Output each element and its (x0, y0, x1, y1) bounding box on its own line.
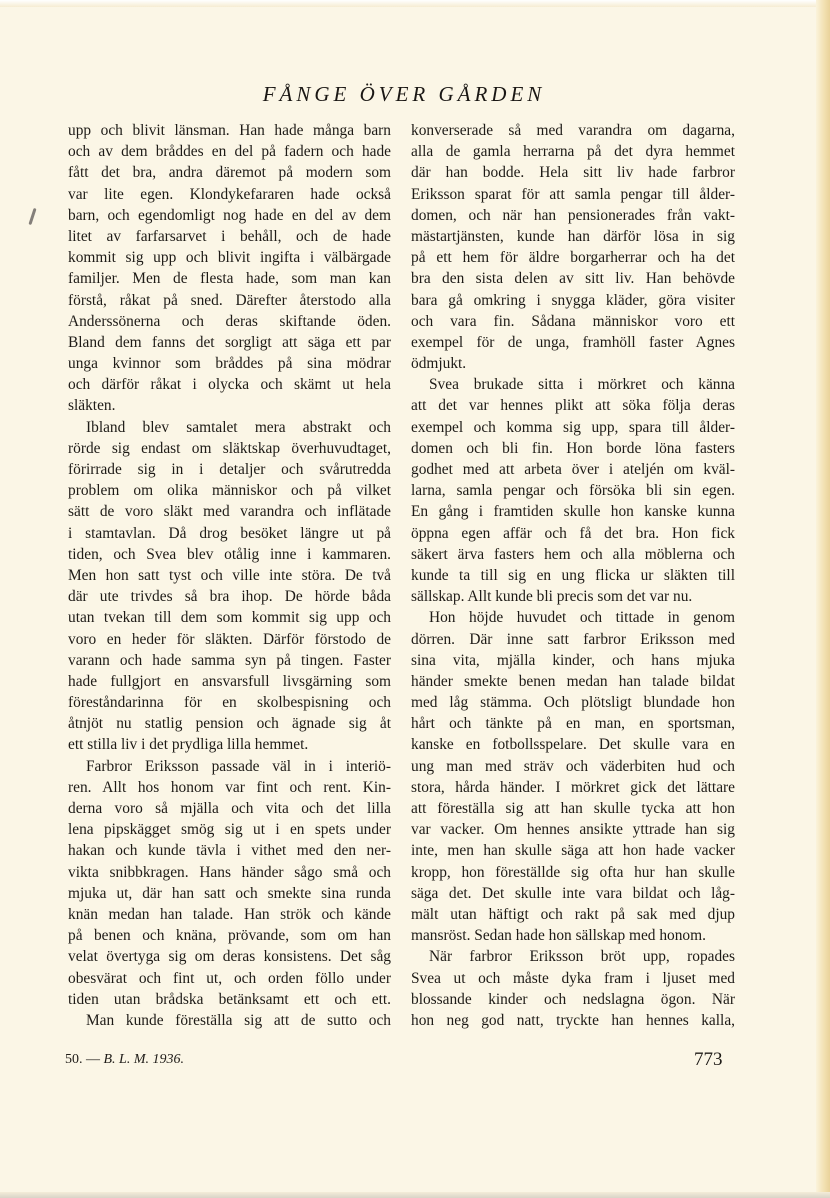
text-line: och av dem bråddes en del på fadern och hade (68, 143, 391, 161)
text-line: ödmjukt. (411, 355, 467, 373)
text-line: kropp, hon föreställde sig ofta hur han skulle (411, 863, 735, 881)
text-line: ren. Allt hos honom var fint och rent. Kin- (68, 778, 391, 796)
text-line: lena pipskägget smög sig ut i en spets under (68, 821, 391, 839)
text-line: att föreställa sig att han skulle tycka att hon (411, 800, 735, 817)
text-line: exempel för de unga, framhöll faster Agnes (411, 333, 735, 351)
text-line: kanske en fotbollsspelare. Det skulle vara en (411, 736, 735, 754)
signature-number: 50. (65, 1052, 83, 1067)
text-line: Ibland blev samtalet mera abstrakt och (86, 418, 391, 436)
text-line: barn, och egendomligt nog hade en del av dem (68, 206, 391, 224)
text-line: En gång i framtiden skulle hon kanske kunna (411, 503, 735, 521)
text-line: händer smekte benen medan han talade bildat (411, 672, 735, 690)
text-line: sätt de voro släkt med varandra och inflätade (68, 503, 391, 521)
text-line: Farbror Eriksson passade väl in i interiö- (86, 757, 391, 775)
text-line: varann och hade samma syn på tingen. Faster (68, 651, 391, 669)
text-line: kommit sig upp och blivit ingifta i välbärgade (68, 249, 391, 267)
text-line: När farbror Eriksson bröt upp, ropades (429, 948, 735, 966)
text-line: där ute trivdes så bra ihop. De hörde båda (68, 588, 391, 606)
text-line: rörde sig endast om släktskap överhuvudtaget, (68, 439, 391, 457)
journal-signature: B. L. M. 1936. (103, 1052, 184, 1067)
text-line: hade fullgjort en ansvarsfull livsgärning som (68, 672, 391, 690)
text-line: föreståndarinna för en skolbespisning och (68, 694, 391, 712)
text-line: problem om olika människor och på vilket (68, 482, 391, 500)
text-line: litet av farfarsarvet i behåll, och de hade (68, 227, 391, 245)
text-line: säkert ärva fasters hem och alla möblerna och (411, 545, 735, 563)
text-line: förirrade sig in i detaljer och svårutredda (68, 461, 391, 478)
text-line: alla de gamla herrarna på det dyra hemmet (411, 143, 735, 161)
text-line: Svea ut och måste dyka fram i ljuset med (411, 969, 735, 987)
text-line: att det var hennes plikt att söka följa deras (411, 397, 735, 415)
text-line: på benen och knäna, prövande, som om han (68, 927, 391, 945)
text-line: familjer. Men de flesta hade, som man kan (68, 270, 391, 288)
text-line: derna voro så mjälla och vita och det lilla (68, 800, 391, 817)
text-line: tiden, och Svea blev otålig inne i kammaren. (68, 545, 391, 563)
page-bottom-edge (0, 1192, 830, 1198)
text-line: upp och blivit länsman. Han hade många barn (68, 122, 391, 139)
text-line: mjuka ut, där han satt och smekte sina runda (68, 884, 391, 902)
text-line: inte, men han skulle säga att hon hade vacker (411, 842, 735, 860)
text-line: sina vita, mjälla kinder, och hans mjuka (411, 651, 735, 669)
text-line: domen och bli fin. Hon borde löna fasters (411, 439, 735, 457)
text-line: mästartjänsten, kunde han därför lösa in sig (411, 227, 735, 245)
text-line: larna, samla pengar och försöka bli sin egen. (411, 482, 735, 500)
text-line: var vacker. Om hennes ansikte yttrade han sig (411, 821, 735, 839)
signature-mark (65, 1052, 184, 1068)
text-line: Svea brukade sitta i mörkret och känna (429, 376, 735, 394)
text-line: fått det bra, andra däremot på modern som (68, 164, 391, 182)
text-line: öppna egen affär och få det bra. Hon fick (411, 524, 735, 542)
text-line: och vara fin. Sådana människor voro ett (411, 312, 735, 330)
text-line: knän medan han talade. Han strök och kände (68, 905, 391, 923)
pencil-margin-mark (28, 208, 36, 225)
text-line: vikta snibbkragen. Hans händer sågo små och (68, 863, 391, 881)
text-line: unga kvinnor som bråddes på sina mödrar (68, 355, 391, 373)
page-number: 773 (694, 1049, 723, 1070)
page-binding-edge (816, 0, 830, 1198)
text-line: hakan och kunde tävla i vithet med den ner- (68, 842, 391, 860)
text-line: ett stilla liv i det prydliga lilla hemmet. (68, 736, 309, 754)
text-line: där han bodde. Hela sitt liv hade farbror (411, 164, 735, 182)
text-line: konverserade så med varandra om dagarna, (411, 122, 735, 139)
text-line: tiden utan brådska betänksamt ett och ett. (68, 990, 391, 1008)
text-line: bra den sista delen av sitt liv. Han behövde (411, 270, 735, 288)
text-line: dörren. Där inne satt farbror Eriksson med (411, 630, 735, 648)
text-column-left (68, 120, 391, 1031)
text-line: Eriksson sparat för att samla pengar till ålder- (411, 185, 735, 203)
text-line: på ett hem för äldre borgarherrar och ha det (411, 249, 735, 267)
text-line: ung man med sträv och väderbiten hud och (411, 757, 735, 775)
text-line: var lite egen. Klondykefararen hade också (68, 185, 391, 203)
text-column-right (411, 120, 735, 1031)
text-line: stora, hårda händer. I mörkret gick det lättare (411, 778, 735, 796)
text-line: i stamtavlan. Då drog besöket längre ut på (68, 524, 391, 542)
text-line: Bland dem fanns det sorgligt att säga ett par (68, 333, 391, 351)
text-line: Man kunde föreställa sig att de sutto och (86, 1011, 391, 1029)
page-top-edge (0, 0, 830, 7)
text-line: obesvärat och fint ut, och orden föllo under (68, 969, 391, 987)
text-line: säga det. Det skulle inte vara bildat och låg- (411, 884, 735, 902)
text-line: bara gå omkring i snygga kläder, göra visiter (411, 291, 735, 309)
text-line: utan tvekan till dem som kommit sig upp och (68, 609, 391, 627)
text-line: domen, och när han pensionerades från vakt- (411, 206, 735, 224)
text-line: exempel och komma sig upp, spara till ålder- (411, 418, 735, 436)
text-line: Men hon satt tyst och ville inte störa. De två (68, 566, 391, 584)
text-line: blossande kinder och nedslagna ögon. När (411, 990, 735, 1008)
signature-dash: — (82, 1052, 104, 1067)
text-line: kunde ta till sig en ung flicka ur släkten till (411, 566, 735, 584)
text-line: godhet med att arbeta över i ateljén om kväl- (411, 461, 735, 478)
text-line: voro en heder för släkten. Därför förstodo de (68, 630, 391, 648)
text-line: mält utan häftigt och rakt på sak med djup (411, 905, 735, 923)
text-line: hon neg god natt, tryckte han hennes kalla, (411, 1011, 735, 1029)
text-line: och därför råkat i olycka och skämt ut hela (68, 376, 391, 394)
text-line: hårt och tänkte på en man, en sportsman, (411, 715, 735, 733)
text-line: åtnjöt nu statlig pension och ägnade sig åt (68, 715, 391, 733)
text-line: Hon höjde huvudet och tittade in genom (429, 609, 735, 627)
text-line: med låg stämma. Och plötsligt blundade hon (411, 694, 735, 712)
text-line: mansröst. Sedan hade hon sällskap med honom. (411, 927, 706, 945)
text-line: förstå, råkat på sned. Därefter återstodo alla (68, 291, 391, 309)
running-head-title: FÅNGE ÖVER GÅRDEN (262, 82, 546, 106)
text-line: velat övertyga sig om deras konsistens. Det såg (68, 948, 391, 966)
text-line: släkten. (68, 397, 116, 415)
text-line: Anderssönerna och deras skiftande öden. (68, 312, 391, 330)
text-line: sällskap. Allt kunde bli precis som det var nu. (411, 588, 693, 606)
